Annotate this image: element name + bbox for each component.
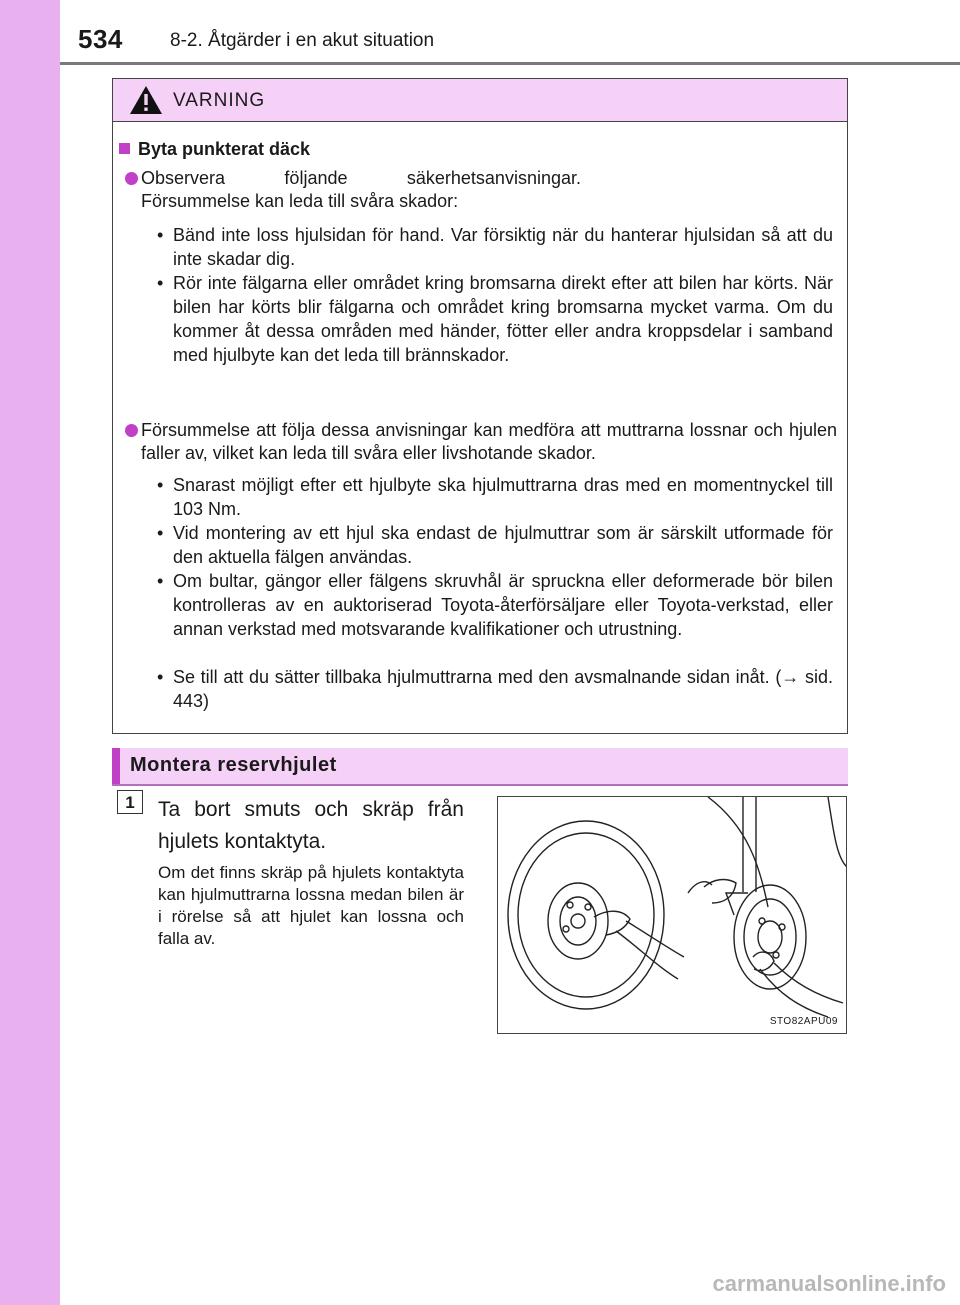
warning-box (112, 78, 848, 734)
warning-bullet-text: Snarast möjligt efter ett hjulbyte ska hjulmuttrarna dras med en momentnyckel till 103 Nm. (173, 475, 833, 519)
circle-bullet-icon (125, 424, 138, 437)
chapter-title: 8-2. Åtgärder i en akut situation (170, 30, 435, 51)
warning-bullet-text: Rör inte fälgarna eller området kring bromsarna direkt efter att bilen har körts. När bilen har körts blir fälgarna och området kring bromsarna mycket varma. Om du kommer åt dessa områden med händer, fötter eller andra kroppsdelar i samband med hjulbyte kan det leda till brännskador. (173, 273, 833, 365)
step-number-badge: 1 (117, 790, 143, 814)
warning-item-2 (125, 419, 837, 467)
section-header (112, 748, 848, 786)
circle-bullet-icon (125, 172, 138, 185)
page-number: 534 (78, 24, 123, 54)
warning-bullet (157, 223, 833, 271)
figure-code: STO82APU09 (769, 1016, 838, 1027)
warning-bullet-text: Om bultar, gängor eller fälgens skruvhål är spruckna eller deformerade bör bilen kontrolleras av en auktoriserad Toyota-återförsäljare eller Toyota-verkstad, eller annan verkstad med motsvarande kvalifikationer och utrustning. (173, 571, 833, 639)
side-tab-bar (0, 0, 60, 1305)
warning-bullet (157, 569, 833, 665)
warning-header (113, 79, 847, 122)
bullet-dot: • (157, 571, 164, 591)
warning-triangle-icon (129, 85, 163, 115)
step-title: Ta bort smuts och skräp från hjulets kontaktyta. (158, 798, 464, 853)
warning-item-1 (125, 167, 843, 215)
warning-bullet-text: Se till att du sätter tillbaka hjulmuttrarna med den avsmalnande sidan inåt. (→ sid. 443) (173, 667, 833, 711)
warning-bullet-text: Vid montering av ett hjul ska endast de hjulmuttrar som är särskilt utformade för den aktuella fälgen användas. (173, 523, 833, 567)
wheel-illustration (497, 796, 847, 1034)
warning-bullet (157, 473, 833, 521)
warning-heading (119, 139, 310, 160)
warning-bullet-text: Bänd inte loss hjulsidan för hand. Var försiktig när du hanterar hjulsidan så att du inte skadar dig. (173, 225, 833, 269)
bullet-dot: • (157, 523, 164, 543)
warning-bullet (157, 665, 833, 713)
step-description: Om det finns skräp på hjulets kontaktyta kan hjulmuttrarna lossna medan bilen är i rörelse så att hjulet kan lossna och falla av. (158, 863, 464, 948)
warning-item-1-text: Observera följande säkerhetsanvisningar. Försummelse kan leda till svåra skador: (141, 168, 581, 211)
warning-item-2-text: Försummelse att följa dessa anvisningar kan medföra att muttrarna lossnar och hjulen faller av, vilket kan leda till svåra eller livshotande skador. (141, 420, 837, 463)
warning-bullet (157, 271, 833, 415)
watermark: carmanualsonline.info (712, 1271, 946, 1296)
wheel-cleaning-drawing (498, 797, 847, 1034)
warning-heading-text: Byta punkterat däck (138, 139, 311, 159)
header-divider (60, 62, 960, 65)
section-title: Montera reservhjulet (130, 754, 337, 776)
warning-label: VARNING (173, 90, 266, 111)
bullet-dot: • (157, 273, 164, 293)
bullet-dot: • (157, 475, 164, 495)
warning-bullet (157, 521, 833, 569)
section-accent-bar (112, 748, 120, 784)
bullet-dot: • (157, 225, 164, 245)
square-bullet-icon (119, 143, 130, 154)
bullet-dot: • (157, 667, 164, 687)
